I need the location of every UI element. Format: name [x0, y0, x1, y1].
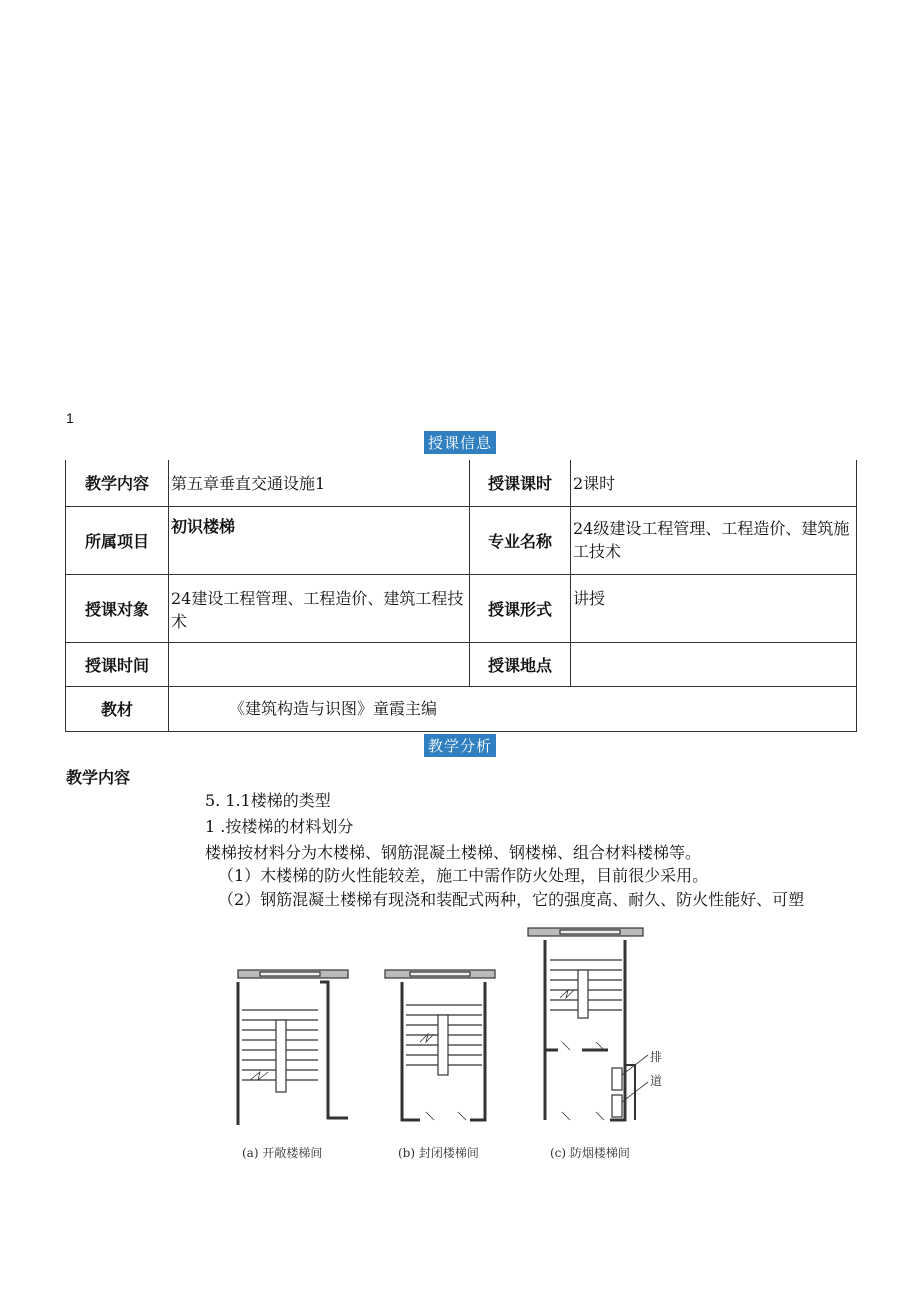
label-audience: 授课对象: [66, 574, 169, 642]
table-row: [66, 460, 857, 506]
value-teaching-content: 第五章垂直交通设施1: [169, 460, 470, 506]
value-audience: 24建设工程管理、工程造价、建筑工程技术: [169, 574, 470, 642]
section-title-course-info: [0, 431, 920, 454]
course-info-table: [65, 460, 857, 732]
stair-types-figure: [230, 920, 670, 1170]
section-title-label: 授课信息: [424, 431, 496, 454]
value-class-hours: 2课时: [571, 460, 857, 506]
label-class-hours: 授课课时: [470, 460, 571, 506]
page-number: 1: [66, 410, 74, 426]
content-line-2: 1 .按楼梯的材料划分: [205, 817, 354, 836]
table-row: [66, 574, 857, 642]
content-line-4: （1）木楼梯的防火性能较差，施工中需作防火处理，目前很少采用。: [218, 866, 709, 885]
label-textbook: 教材: [66, 686, 169, 731]
label-teaching-content: 教学内容: [66, 460, 169, 506]
value-major: 24级建设工程管理、工程造价、建筑施工技术: [571, 506, 857, 574]
caption-c: (c) 防烟楼梯间: [550, 1146, 630, 1160]
table-row: [66, 642, 857, 686]
label-format: 授课形式: [470, 574, 571, 642]
section-title-label: 教学分析: [424, 734, 496, 757]
table-row: [66, 686, 857, 731]
label-pai: 排: [650, 1050, 663, 1064]
smokeproof-stairwell-diagram: [528, 928, 648, 1120]
label-major: 专业名称: [470, 506, 571, 574]
value-time: [169, 642, 470, 686]
value-location: [571, 642, 857, 686]
label-dao: 道: [650, 1074, 663, 1088]
caption-a: (a) 开敞楼梯间: [242, 1146, 323, 1160]
content-line-3: 楼梯按材料分为木楼梯、钢筋混凝土楼梯、钢楼梯、组合材料楼梯等。: [205, 843, 702, 862]
label-location: 授课地点: [470, 642, 571, 686]
value-project: 初识楼梯: [169, 506, 470, 574]
caption-b: (b) 封闭楼梯间: [398, 1146, 479, 1160]
section-title-teaching-analysis: [0, 734, 920, 757]
value-format: 讲授: [571, 574, 857, 642]
label-time: 授课时间: [66, 642, 169, 686]
teaching-content-heading: 教学内容: [66, 768, 131, 787]
value-textbook: 《建筑构造与识图》童霞主编: [169, 686, 857, 731]
table-row: [66, 506, 857, 574]
enclosed-stairwell-diagram: [385, 970, 495, 1120]
label-project: 所属项目: [66, 506, 169, 574]
content-line-1: 5. 1.1楼梯的类型: [205, 791, 331, 810]
content-line-5: （2）钢筋混凝土楼梯有现浇和装配式两种，它的强度高、耐久、防火性能好、可塑: [218, 890, 805, 909]
open-stairwell-diagram: [238, 970, 348, 1125]
